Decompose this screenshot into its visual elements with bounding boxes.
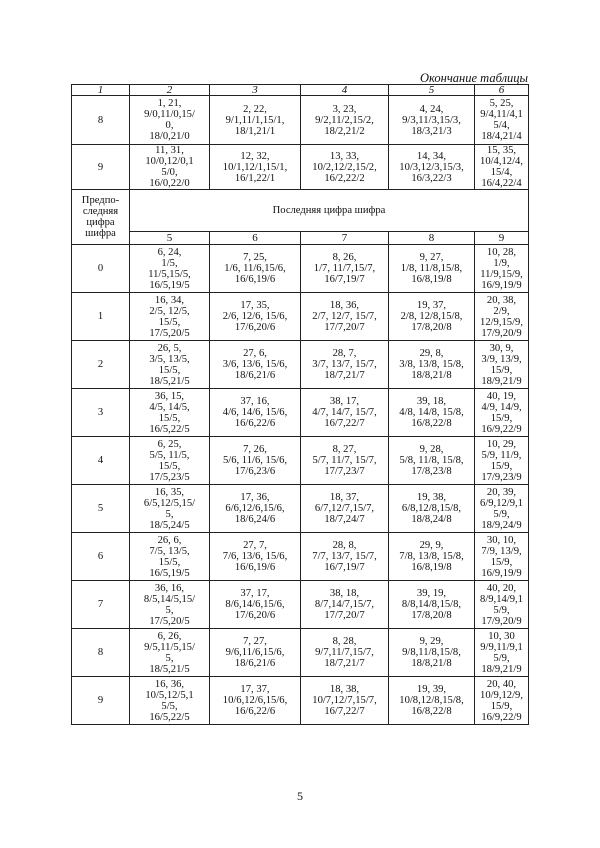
table-cell: 26, 6, 7/5, 13/5, 15/5, 16/5,19/5 <box>130 533 210 581</box>
table-caption: Окончание таблицы <box>419 71 528 85</box>
table-cell: 29, 8, 3/8, 13/8, 15/8, 18/8,21/8 <box>389 341 475 389</box>
table-cell: 19, 38, 6/8,12/8,15/8, 18/8,24/8 <box>389 485 475 533</box>
table-cell: 37, 16, 4/6, 14/6, 15/6, 16/6,22/6 <box>210 389 301 437</box>
last-digit: 6 <box>210 232 301 245</box>
table-row <box>72 533 529 581</box>
table-cell: 5, 25, 9/4,11/4,1 5/4, 18/4,21/4 <box>475 96 529 145</box>
row-label: 8 <box>72 629 130 677</box>
table-cell: 10, 29, 5/9, 11/9, 15/9, 17/9,23/9 <box>475 437 529 485</box>
table-cell: 8, 26, 1/7, 11/7,15/7, 16/7,19/7 <box>301 245 389 293</box>
table-cell: 7, 26, 5/6, 11/6, 15/6, 17/6,23/6 <box>210 437 301 485</box>
table-cell: 30, 10, 7/9, 13/9, 15/9, 16/9,19/9 <box>475 533 529 581</box>
table-row <box>72 389 529 437</box>
table-cell: 20, 38, 2/9, 12/9,15/9, 17/9,20/9 <box>475 293 529 341</box>
table-cell: 6, 25, 5/5, 11/5, 15/5, 17/5,23/5 <box>130 437 210 485</box>
table-cell: 19, 37, 2/8, 12/8,15/8, 17/8,20/8 <box>389 293 475 341</box>
table-cell: 16, 36, 10/5,12/5,1 5/5, 16/5,22/5 <box>130 677 210 725</box>
table-cell: 15, 35, 10/4,12/4, 15/4, 16/4,22/4 <box>475 145 529 190</box>
row-label: 6 <box>72 533 130 581</box>
table-cell: 10, 28, 1/9, 11/9,15/9, 16/9,19/9 <box>475 245 529 293</box>
table-cell: 16, 34, 2/5, 12/5, 15/5, 17/5,20/5 <box>130 293 210 341</box>
table-cell: 36, 16, 8/5,14/5,15/ 5, 17/5,20/5 <box>130 581 210 629</box>
table-cell: 28, 7, 3/7, 13/7, 15/7, 18/7,21/7 <box>301 341 389 389</box>
table-cell: 38, 18, 8/7,14/7,15/7, 17/7,20/7 <box>301 581 389 629</box>
table-cell: 18, 36, 2/7, 12/7, 15/7, 17/7,20/7 <box>301 293 389 341</box>
table-cell: 9, 29, 9/8,11/8,15/8, 18/8,21/8 <box>389 629 475 677</box>
column-number: 3 <box>210 85 301 96</box>
table-cell: 14, 34, 10/3,12/3,15/3, 16/3,22/3 <box>389 145 475 190</box>
table-row <box>72 293 529 341</box>
table-cell: 2, 22, 9/1,11/1,15/1, 18/1,21/1 <box>210 96 301 145</box>
row-label: 9 <box>72 677 130 725</box>
table-cell: 28, 8, 7/7, 13/7, 15/7, 16/7,19/7 <box>301 533 389 581</box>
table-cell: 20, 40, 10/9,12/9, 15/9, 16/9,22/9 <box>475 677 529 725</box>
table-cell: 17, 35, 2/6, 12/6, 15/6, 17/6,20/6 <box>210 293 301 341</box>
variant-table <box>71 84 529 725</box>
column-number: 1 <box>72 85 130 96</box>
table-cell: 27, 6, 3/6, 13/6, 15/6, 18/6,21/6 <box>210 341 301 389</box>
table-cell: 8, 28, 9/7,11/7,15/7, 18/7,21/7 <box>301 629 389 677</box>
table-row <box>72 145 529 190</box>
table-cell: 7, 25, 1/6, 11/6,15/6, 16/6,19/6 <box>210 245 301 293</box>
table-cell: 37, 17, 8/6,14/6,15/6, 17/6,20/6 <box>210 581 301 629</box>
penultimate-digit-header: Предпо- следняя цифра шифра <box>72 190 130 245</box>
row-label: 8 <box>72 96 130 145</box>
table-row <box>72 485 529 533</box>
table-row <box>72 581 529 629</box>
table-cell: 40, 20, 8/9,14/9,1 5/9, 17/9,20/9 <box>475 581 529 629</box>
column-number: 4 <box>301 85 389 96</box>
row-label: 1 <box>72 293 130 341</box>
table-cell: 40, 19, 4/9, 14/9, 15/9, 16/9,22/9 <box>475 389 529 437</box>
column-number-row <box>72 85 529 96</box>
column-number: 2 <box>130 85 210 96</box>
table-cell: 16, 35, 6/5,12/5,15/ 5, 18/5,24/5 <box>130 485 210 533</box>
table-row <box>72 629 529 677</box>
table-cell: 9, 28, 5/8, 11/8, 15/8, 17/8,23/8 <box>389 437 475 485</box>
variant-rows <box>72 245 529 725</box>
table-cell: 12, 32, 10/1,12/1,15/1, 16/1,22/1 <box>210 145 301 190</box>
last-digit: 7 <box>301 232 389 245</box>
last-digit: 8 <box>389 232 475 245</box>
table-row <box>72 245 529 293</box>
table-cell: 17, 37, 10/6,12/6,15/6, 16/6,22/6 <box>210 677 301 725</box>
table-cell: 6, 26, 9/5,11/5,15/ 5, 18/5,21/5 <box>130 629 210 677</box>
last-digit: 9 <box>475 232 529 245</box>
header-row <box>72 190 529 232</box>
table-cell: 11, 31, 10/0,12/0,1 5/0, 16/0,22/0 <box>130 145 210 190</box>
row-label: 0 <box>72 245 130 293</box>
table-row <box>72 677 529 725</box>
column-number: 6 <box>475 85 529 96</box>
table-row <box>72 437 529 485</box>
column-number: 5 <box>389 85 475 96</box>
row-label: 2 <box>72 341 130 389</box>
last-digit-header: Последняя цифра шифра <box>130 190 529 232</box>
row-label: 4 <box>72 437 130 485</box>
table-cell: 18, 37, 6/7,12/7,15/7, 18/7,24/7 <box>301 485 389 533</box>
table-row <box>72 96 529 145</box>
table-cell: 18, 38, 10/7,12/7,15/7, 16/7,22/7 <box>301 677 389 725</box>
table-cell: 39, 18, 4/8, 14/8, 15/8, 16/8,22/8 <box>389 389 475 437</box>
last-digit: 5 <box>130 232 210 245</box>
table-cell: 30, 9, 3/9, 13/9, 15/9, 18/9,21/9 <box>475 341 529 389</box>
table-cell: 9, 27, 1/8, 11/8,15/8, 16/8,19/8 <box>389 245 475 293</box>
row-label: 3 <box>72 389 130 437</box>
table-cell: 29, 9, 7/8, 13/8, 15/8, 16/8,19/8 <box>389 533 475 581</box>
table-cell: 36, 15, 4/5, 14/5, 15/5, 16/5,22/5 <box>130 389 210 437</box>
row-label: 7 <box>72 581 130 629</box>
table-cell: 7, 27, 9/6,11/6,15/6, 18/6,21/6 <box>210 629 301 677</box>
row-label: 5 <box>72 485 130 533</box>
table-cell: 4, 24, 9/3,11/3,15/3, 18/3,21/3 <box>389 96 475 145</box>
table-cell: 13, 33, 10/2,12/2,15/2, 16/2,22/2 <box>301 145 389 190</box>
table-cell: 17, 36, 6/6,12/6,15/6, 18/6,24/6 <box>210 485 301 533</box>
table-cell: 26, 5, 3/5, 13/5, 15/5, 18/5,21/5 <box>130 341 210 389</box>
table-cell: 39, 19, 8/8,14/8,15/8, 17/8,20/8 <box>389 581 475 629</box>
table-cell: 6, 24, 1/5, 11/5,15/5, 16/5,19/5 <box>130 245 210 293</box>
table-cell: 20, 39, 6/9,12/9,1 5/9, 18/9,24/9 <box>475 485 529 533</box>
table-row <box>72 341 529 389</box>
table-cell: 8, 27, 5/7, 11/7, 15/7, 17/7,23/7 <box>301 437 389 485</box>
last-digit-row <box>72 232 529 245</box>
table-cell: 3, 23, 9/2,11/2,15/2, 18/2,21/2 <box>301 96 389 145</box>
table-cell: 27, 7, 7/6, 13/6, 15/6, 16/6,19/6 <box>210 533 301 581</box>
row-label: 9 <box>72 145 130 190</box>
table-cell: 19, 39, 10/8,12/8,15/8, 16/8,22/8 <box>389 677 475 725</box>
table-cell: 1, 21, 9/0,11/0,15/ 0, 18/0,21/0 <box>130 96 210 145</box>
table-cell: 38, 17, 4/7, 14/7, 15/7, 16/7,22/7 <box>301 389 389 437</box>
page-number: 5 <box>297 789 303 803</box>
table-cell: 10, 30 9/9,11/9,1 5/9, 18/9,21/9 <box>475 629 529 677</box>
